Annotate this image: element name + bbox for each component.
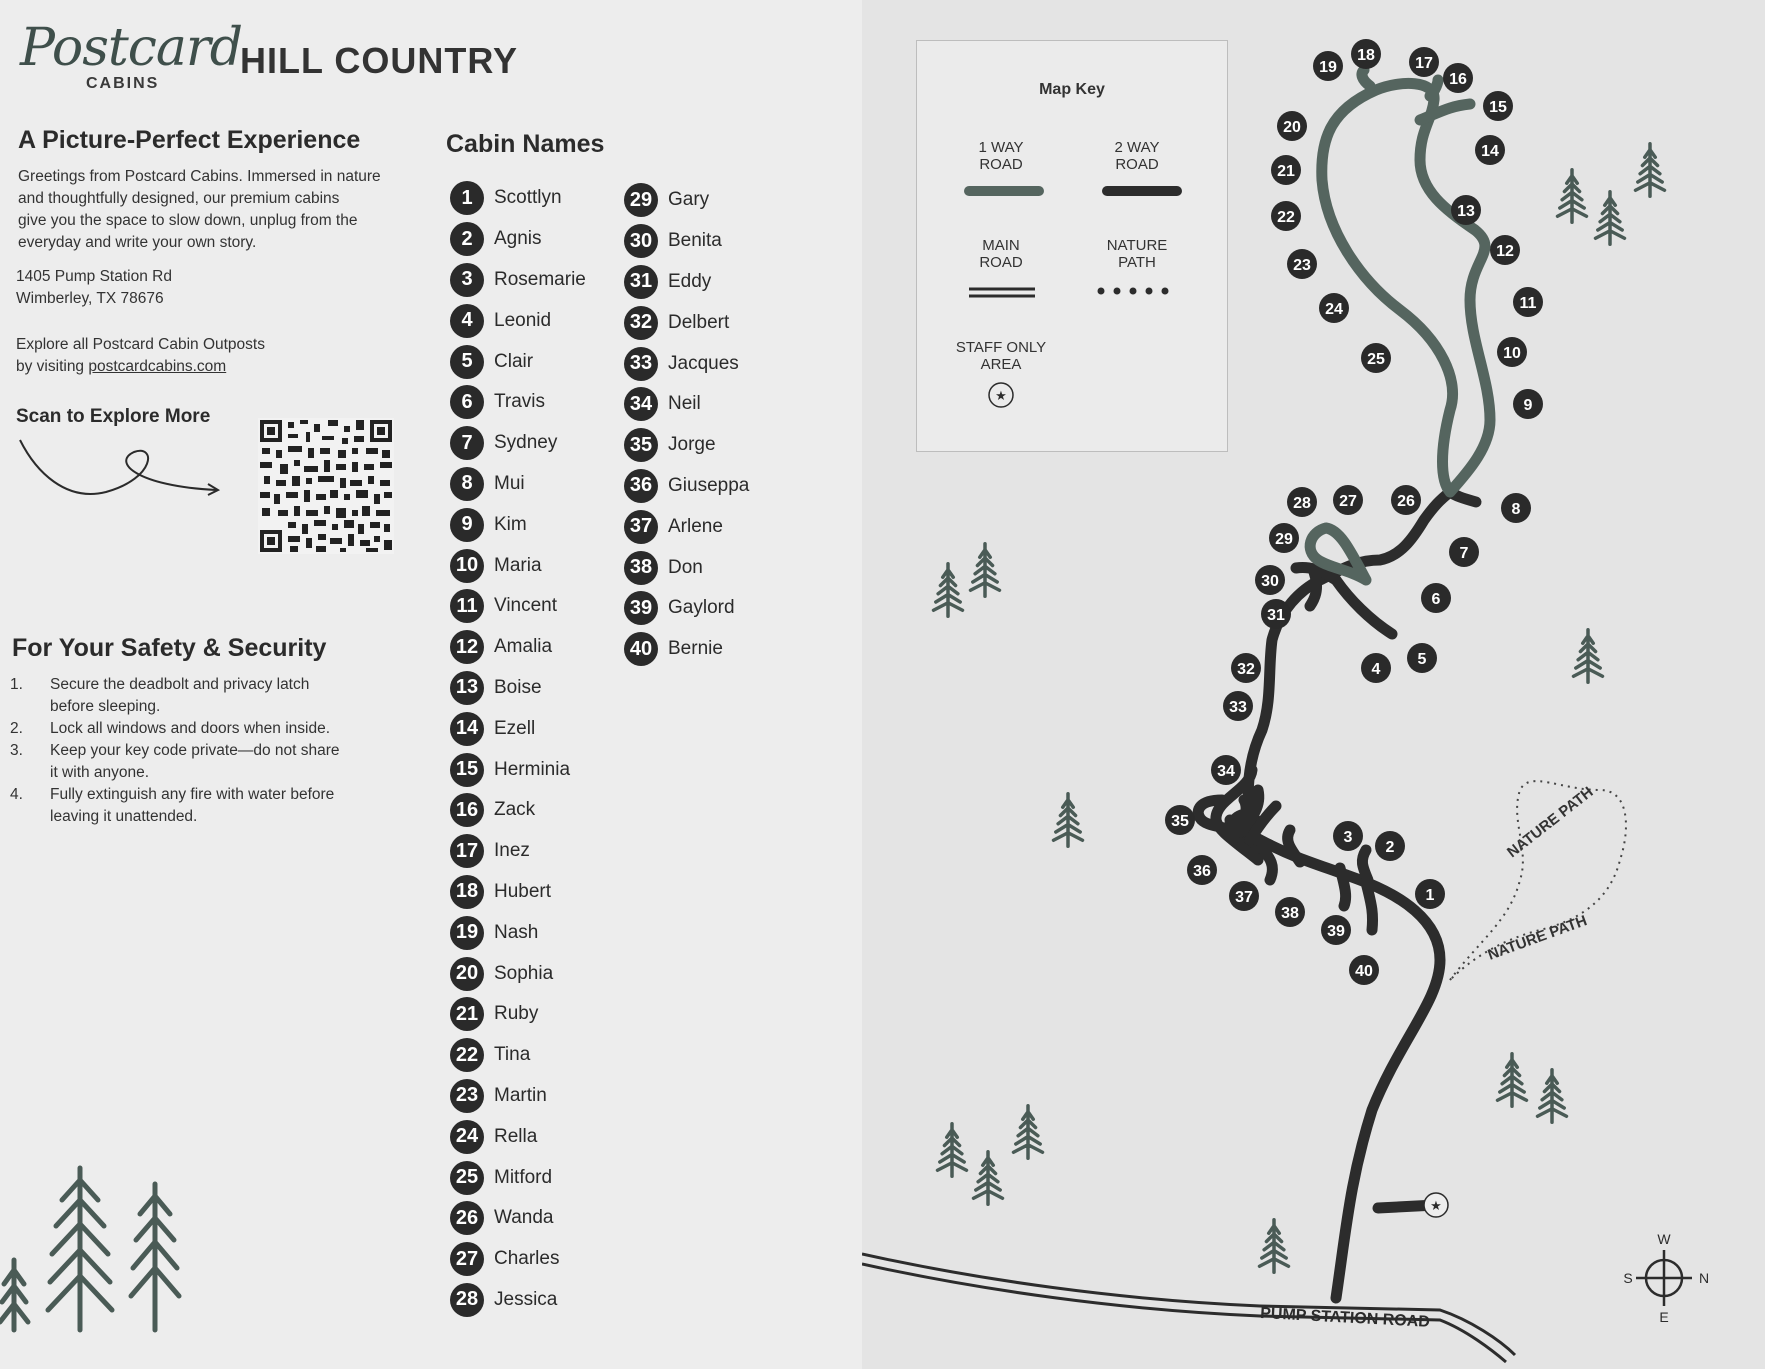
- cabin-marker[interactable]: [1351, 39, 1381, 69]
- cabin-list-item: [450, 994, 586, 1035]
- qr-code[interactable]: [258, 418, 394, 554]
- safety-item-number: 3.: [10, 742, 23, 759]
- compass-icon: [1636, 1250, 1692, 1306]
- cabin-list-item: [450, 708, 586, 749]
- intro-heading: A Picture-Perfect Experience: [18, 126, 361, 154]
- cabin-name: Giuseppa: [668, 474, 750, 496]
- pine-tree-icon: [1574, 630, 1603, 683]
- cabin-name: Jessica: [494, 1288, 558, 1310]
- cabin-marker-number: 17: [1415, 55, 1433, 72]
- cabin-number-badge: 27: [450, 1242, 484, 1276]
- cabin-marker[interactable]: [1223, 691, 1253, 721]
- cabin-name: Wanda: [494, 1207, 554, 1229]
- cabin-marker[interactable]: [1321, 915, 1351, 945]
- cabin-number-badge: 40: [624, 632, 658, 666]
- safety-item-line: Keep your key code private—do not share: [50, 742, 340, 759]
- pine-tree-icon: [934, 564, 963, 617]
- cabin-marker-number: 38: [1281, 905, 1299, 922]
- cabin-name: Tina: [494, 1044, 531, 1066]
- key-star-glyph: ★: [995, 389, 1007, 404]
- star-icon: ★: [1430, 1199, 1442, 1214]
- cabin-number-badge: 9: [450, 508, 484, 542]
- cabin-name: Ezell: [494, 717, 536, 739]
- cabin-marker-number: 27: [1339, 493, 1357, 510]
- nature-path-label: NATURE PATH: [1503, 783, 1597, 862]
- pine-tree-icon: [1538, 1070, 1567, 1123]
- pine-trees-decoration: [0, 1160, 200, 1340]
- cabin-marker-number: 29: [1275, 531, 1293, 548]
- safety-item: [10, 740, 380, 784]
- cabin-number-badge: 16: [450, 793, 484, 827]
- cabin-marker[interactable]: [1391, 485, 1421, 515]
- cabin-marker-number: 4: [1371, 661, 1381, 678]
- safety-item-line: leaving it unattended.: [50, 808, 198, 825]
- cabin-marker-number: 23: [1293, 257, 1311, 274]
- pine-tree-icon: [1054, 794, 1083, 847]
- cabin-marker[interactable]: [1287, 487, 1317, 517]
- compass-w: W: [1657, 1231, 1671, 1247]
- cabin-name: Nash: [494, 921, 539, 943]
- safety-list: [10, 674, 380, 828]
- cabin-name: Benita: [668, 230, 722, 252]
- intro-line: and thoughtfully designed, our premium cabins: [18, 190, 340, 207]
- cabin-marker-number: 9: [1523, 397, 1533, 414]
- cabin-marker[interactable]: [1187, 855, 1217, 885]
- cabin-name: Jorge: [668, 434, 716, 456]
- cabin-number-badge: 13: [450, 671, 484, 705]
- cabin-marker[interactable]: [1211, 755, 1241, 785]
- cabin-marker[interactable]: [1375, 831, 1405, 861]
- cabin-name: Amalia: [494, 636, 553, 658]
- cabin-list-item: [450, 627, 586, 668]
- compass-s: S: [1623, 1270, 1633, 1286]
- cabin-number-badge: 31: [624, 265, 658, 299]
- key-two-way-label: 2 WAY ROAD: [1114, 139, 1160, 173]
- cabin-number-badge: 4: [450, 304, 484, 338]
- cabin-marker-number: 8: [1511, 501, 1521, 518]
- pine-tree-icon: [1014, 1106, 1043, 1159]
- cabin-list-item: [624, 425, 749, 466]
- cabin-list-item: [450, 586, 586, 627]
- cabin-marker[interactable]: [1333, 485, 1363, 515]
- cabin-marker[interactable]: [1443, 63, 1473, 93]
- cabin-marker-number: 7: [1459, 545, 1469, 562]
- pine-tree-icon: [1260, 1220, 1289, 1273]
- cabin-number-badge: 1: [450, 181, 484, 215]
- cabin-list-item: [450, 382, 586, 423]
- explore-text: [16, 334, 265, 378]
- cabin-marker[interactable]: [1271, 155, 1301, 185]
- cabin-list-item: [624, 629, 749, 670]
- address-line: 1405 Pump Station Rd: [16, 268, 172, 285]
- cabin-marker[interactable]: [1349, 955, 1379, 985]
- cabin-number-badge: 24: [450, 1120, 484, 1154]
- cabin-list-item: [450, 341, 586, 382]
- cabin-number-badge: 26: [450, 1201, 484, 1235]
- scan-arrow-icon: [16, 432, 226, 502]
- cabin-marker-number: 3: [1343, 829, 1353, 846]
- cabin-marker[interactable]: [1165, 805, 1195, 835]
- cabin-number-badge: 14: [450, 712, 484, 746]
- address: [16, 266, 172, 310]
- cabin-name: Bernie: [668, 638, 723, 660]
- cabin-name: Vincent: [494, 595, 558, 617]
- cabin-marker-number: 12: [1496, 243, 1514, 260]
- cabin-list-item: [450, 1116, 586, 1157]
- cabin-number-badge: 18: [450, 875, 484, 909]
- cabin-number-badge: 32: [624, 306, 658, 340]
- cabin-number-badge: 7: [450, 426, 484, 460]
- cabin-list-item: [450, 1035, 586, 1076]
- cabin-list-item: [450, 504, 586, 545]
- cabin-number-badge: 23: [450, 1079, 484, 1113]
- cabin-list-item: [450, 545, 586, 586]
- cabin-number-badge: 5: [450, 345, 484, 379]
- cabin-marker-number: 40: [1355, 963, 1373, 980]
- cabin-name: Mitford: [494, 1166, 553, 1188]
- cabin-marker[interactable]: [1513, 287, 1543, 317]
- cabin-list-item: [450, 464, 586, 505]
- brand-logo-script: Postcard: [20, 18, 243, 78]
- cabin-number-badge: 8: [450, 467, 484, 501]
- cabin-name: Kim: [494, 513, 527, 535]
- pine-tree-icon: [971, 544, 1000, 597]
- cabin-marker[interactable]: [1497, 337, 1527, 367]
- cabin-marker[interactable]: [1407, 643, 1437, 673]
- safety-item-line: before sleeping.: [50, 698, 161, 715]
- cabin-marker[interactable]: [1231, 653, 1261, 683]
- cabin-marker[interactable]: [1271, 201, 1301, 231]
- cabin-list-item: [624, 180, 749, 221]
- safety-item-line: Fully extinguish any fire with water before: [50, 786, 335, 803]
- cabin-marker[interactable]: [1361, 343, 1391, 373]
- cabin-name: Rosemarie: [494, 268, 586, 290]
- cabin-name: Eddy: [668, 270, 712, 292]
- cabin-marker[interactable]: [1275, 897, 1305, 927]
- key-one-way-label: 1 WAY ROAD: [978, 139, 1024, 173]
- cabin-marker[interactable]: [1501, 493, 1531, 523]
- cabin-name: Gary: [668, 189, 710, 211]
- scan-heading: Scan to Explore More: [16, 406, 211, 427]
- cabin-marker-number: 5: [1417, 651, 1427, 668]
- safety-item-line: Secure the deadbolt and privacy latch: [50, 676, 310, 693]
- cabin-marker[interactable]: [1255, 565, 1285, 595]
- cabin-marker-number: 13: [1457, 203, 1475, 220]
- cabin-list-item: [624, 302, 749, 343]
- cabin-list-item: [450, 178, 586, 219]
- cabin-name: Gaylord: [668, 597, 735, 619]
- map-trees: [934, 144, 1665, 1273]
- safety-item: [10, 674, 380, 718]
- cabin-marker[interactable]: [1409, 47, 1439, 77]
- cabin-list-item: [624, 262, 749, 303]
- cabin-number-badge: 36: [624, 469, 658, 503]
- pine-tree-icon: [938, 1124, 967, 1177]
- cabin-number-badge: 29: [624, 183, 658, 217]
- cabin-number-badge: 33: [624, 347, 658, 381]
- cabin-name: Charles: [494, 1248, 560, 1270]
- cabin-marker-number: 11: [1519, 295, 1537, 312]
- cabin-list-item: [450, 831, 586, 872]
- pine-tree-icon: [974, 1152, 1003, 1205]
- cabin-number-badge: 12: [450, 630, 484, 664]
- safety-item: [10, 784, 380, 828]
- cabin-marker-number: 6: [1431, 591, 1441, 608]
- cabin-list-item: [450, 1280, 586, 1321]
- cabin-list-item: [624, 384, 749, 425]
- safety-item: [10, 718, 380, 740]
- cabin-marker-number: 25: [1367, 351, 1385, 368]
- intro-text: [18, 166, 408, 254]
- cabin-number-badge: 20: [450, 957, 484, 991]
- safety-item-line: it with anyone.: [50, 764, 150, 781]
- cabin-number-badge: 25: [450, 1161, 484, 1195]
- cabin-marker-number: 21: [1277, 163, 1295, 180]
- cabin-number-badge: 30: [624, 224, 658, 258]
- cabin-marker[interactable]: [1421, 583, 1451, 613]
- cabin-name: Neil: [668, 393, 701, 415]
- cabin-number-badge: 11: [450, 589, 484, 623]
- cabin-marker-number: 24: [1325, 301, 1343, 318]
- pump-station-road: [862, 1254, 1515, 1362]
- nature-path: [1450, 781, 1626, 980]
- cabin-marker-number: 1: [1425, 887, 1435, 904]
- cabin-marker-number: 33: [1229, 699, 1247, 716]
- cabin-marker[interactable]: [1269, 523, 1299, 553]
- cabin-list-item: [624, 466, 749, 507]
- explore-line: [16, 356, 265, 378]
- compass-e: E: [1659, 1309, 1669, 1325]
- cabin-name: Hubert: [494, 880, 552, 902]
- safety-item-line: Lock all windows and doors when inside.: [50, 720, 331, 737]
- cabin-list-item: [624, 343, 749, 384]
- cabin-name: Ruby: [494, 1003, 539, 1025]
- cabin-marker-number: 34: [1217, 763, 1235, 780]
- cabin-name: Arlene: [668, 515, 723, 537]
- cabin-name: Leonid: [494, 309, 552, 331]
- cabin-list-item: [450, 872, 586, 913]
- cabin-marker[interactable]: [1333, 821, 1363, 851]
- cabin-name: Mui: [494, 472, 525, 494]
- address-line: Wimberley, TX 78676: [16, 290, 164, 307]
- cabin-marker[interactable]: [1513, 389, 1543, 419]
- site-map: [862, 0, 1765, 1369]
- cabin-marker[interactable]: [1475, 135, 1505, 165]
- brand-logo-sub: CABINS: [86, 75, 160, 92]
- cabin-marker-number: 32: [1237, 661, 1255, 678]
- key-main-road-label: MAIN ROAD: [979, 237, 1023, 271]
- cabin-name: Rella: [494, 1125, 538, 1147]
- cabin-name: Travis: [494, 391, 546, 413]
- cabin-name: Maria: [494, 554, 542, 576]
- cabin-marker-number: 22: [1277, 209, 1295, 226]
- cabin-number-badge: 28: [450, 1283, 484, 1317]
- cabin-name: Martin: [494, 1084, 547, 1106]
- cabin-number-badge: 38: [624, 551, 658, 585]
- cabin-name: Inez: [494, 840, 530, 862]
- cabin-number-badge: 34: [624, 387, 658, 421]
- cabin-names-heading: Cabin Names: [446, 130, 605, 158]
- cabin-list-item: [450, 1076, 586, 1117]
- safety-item-number: 2.: [10, 720, 23, 737]
- cabin-marker-number: 10: [1503, 345, 1521, 362]
- cabin-list-item: [624, 506, 749, 547]
- cabin-number-badge: 2: [450, 222, 484, 256]
- cabin-number-badge: 6: [450, 385, 484, 419]
- cabin-marker[interactable]: [1483, 91, 1513, 121]
- cabin-number-badge: 22: [450, 1038, 484, 1072]
- cabin-name: Sydney: [494, 432, 558, 454]
- nature-path-label: NATURE PATH: [1485, 912, 1590, 964]
- intro-line: give you the space to slow down, unplug from the: [18, 212, 358, 229]
- cabin-name: Zack: [494, 799, 536, 821]
- key-nature-path-label: NATURE PATH: [1106, 237, 1168, 271]
- cabin-list-item: [450, 300, 586, 341]
- cabin-marker[interactable]: [1313, 51, 1343, 81]
- safety-heading: For Your Safety & Security: [12, 634, 327, 662]
- road-label: PUMP STATION ROAD: [1259, 1305, 1431, 1331]
- intro-line: everyday and write your own story.: [18, 234, 257, 251]
- cabin-name: Boise: [494, 676, 542, 698]
- cabin-list-item: [450, 260, 586, 301]
- cabin-marker-number: 35: [1171, 813, 1189, 830]
- cabin-number-badge: 37: [624, 510, 658, 544]
- cabin-number-badge: 3: [450, 263, 484, 297]
- cabin-marker-number: 28: [1293, 495, 1311, 512]
- cabin-list-item: [624, 221, 749, 262]
- intro-line: Greetings from Postcard Cabins. Immersed in nature: [18, 168, 381, 185]
- cabin-name: Jacques: [668, 352, 739, 374]
- map-key-title: Map Key: [1039, 81, 1105, 98]
- cabin-list-column-1: [450, 178, 586, 1320]
- cabin-name: Agnis: [494, 228, 542, 250]
- cabin-list-item: [450, 790, 586, 831]
- cabin-number-badge: 15: [450, 753, 484, 787]
- cabin-marker-number: 15: [1489, 99, 1507, 116]
- cabin-name: Delbert: [668, 311, 730, 333]
- cabin-marker-number: 31: [1267, 607, 1285, 624]
- cabin-list-item: [450, 1157, 586, 1198]
- cabin-list-item: [450, 219, 586, 260]
- pine-tree-icon: [1558, 170, 1587, 223]
- cabin-marker-number: 36: [1193, 863, 1211, 880]
- safety-item-number: 4.: [10, 786, 23, 803]
- cabin-marker[interactable]: [1261, 599, 1291, 629]
- cabin-marker-number: 18: [1357, 47, 1375, 64]
- cabin-list-item: [450, 1198, 586, 1239]
- cabin-list-item: [450, 668, 586, 709]
- cabin-list-item: [450, 912, 586, 953]
- key-staff-only-label: STAFF ONLY AREA: [955, 339, 1047, 373]
- cabin-marker-number: 19: [1319, 59, 1337, 76]
- cabin-number-badge: 10: [450, 549, 484, 583]
- cabin-marker[interactable]: [1229, 881, 1259, 911]
- cabin-name: Herminia: [494, 758, 571, 780]
- cabin-marker-number: 37: [1235, 889, 1253, 906]
- cabin-list-item: [450, 749, 586, 790]
- pine-tree-icon: [1498, 1054, 1527, 1107]
- safety-item-number: 1.: [10, 676, 23, 693]
- cabin-name: Scottlyn: [494, 187, 562, 209]
- cabin-marker-number: 26: [1397, 493, 1415, 510]
- cabin-marker-number: 14: [1481, 143, 1499, 160]
- explore-prefix: by visiting: [16, 358, 89, 375]
- cabin-number-badge: 19: [450, 916, 484, 950]
- cabin-marker[interactable]: [1361, 653, 1391, 683]
- cabin-marker[interactable]: [1319, 293, 1349, 323]
- cabin-marker[interactable]: [1449, 537, 1479, 567]
- cabin-marker-number: 16: [1449, 71, 1467, 88]
- cabin-marker[interactable]: [1277, 111, 1307, 141]
- cabin-number-badge: 21: [450, 997, 484, 1031]
- cabin-marker[interactable]: [1451, 195, 1481, 225]
- cabin-list-item: [624, 547, 749, 588]
- cabin-list-column-2: [624, 180, 749, 670]
- cabin-marker-number: 30: [1261, 573, 1279, 590]
- explore-line: Explore all Postcard Cabin Outposts: [16, 336, 265, 353]
- cabin-number-badge: 35: [624, 428, 658, 462]
- cabin-number-badge: 17: [450, 834, 484, 868]
- cabin-list-item: [450, 953, 586, 994]
- cabin-marker[interactable]: [1415, 879, 1445, 909]
- brand-region-title: HILL COUNTRY: [240, 40, 518, 81]
- cabin-marker-number: 20: [1283, 119, 1301, 136]
- cabin-marker-number: 39: [1327, 923, 1345, 940]
- cabin-list-item: [624, 588, 749, 629]
- website-link[interactable]: postcardcabins.com: [88, 358, 227, 375]
- cabin-marker-number: 2: [1385, 839, 1395, 856]
- cabin-name: Don: [668, 556, 703, 578]
- pine-tree-icon: [1636, 144, 1665, 197]
- cabin-name: Sophia: [494, 962, 554, 984]
- cabin-name: Clair: [494, 350, 534, 372]
- cabin-list-item: [450, 423, 586, 464]
- cabin-markers: [1165, 39, 1543, 985]
- cabin-marker[interactable]: [1287, 249, 1317, 279]
- cabin-marker[interactable]: [1490, 235, 1520, 265]
- cabin-number-badge: 39: [624, 591, 658, 625]
- cabin-list-item: [450, 1239, 586, 1280]
- pine-tree-icon: [1596, 192, 1625, 245]
- compass-n: N: [1698, 1270, 1710, 1286]
